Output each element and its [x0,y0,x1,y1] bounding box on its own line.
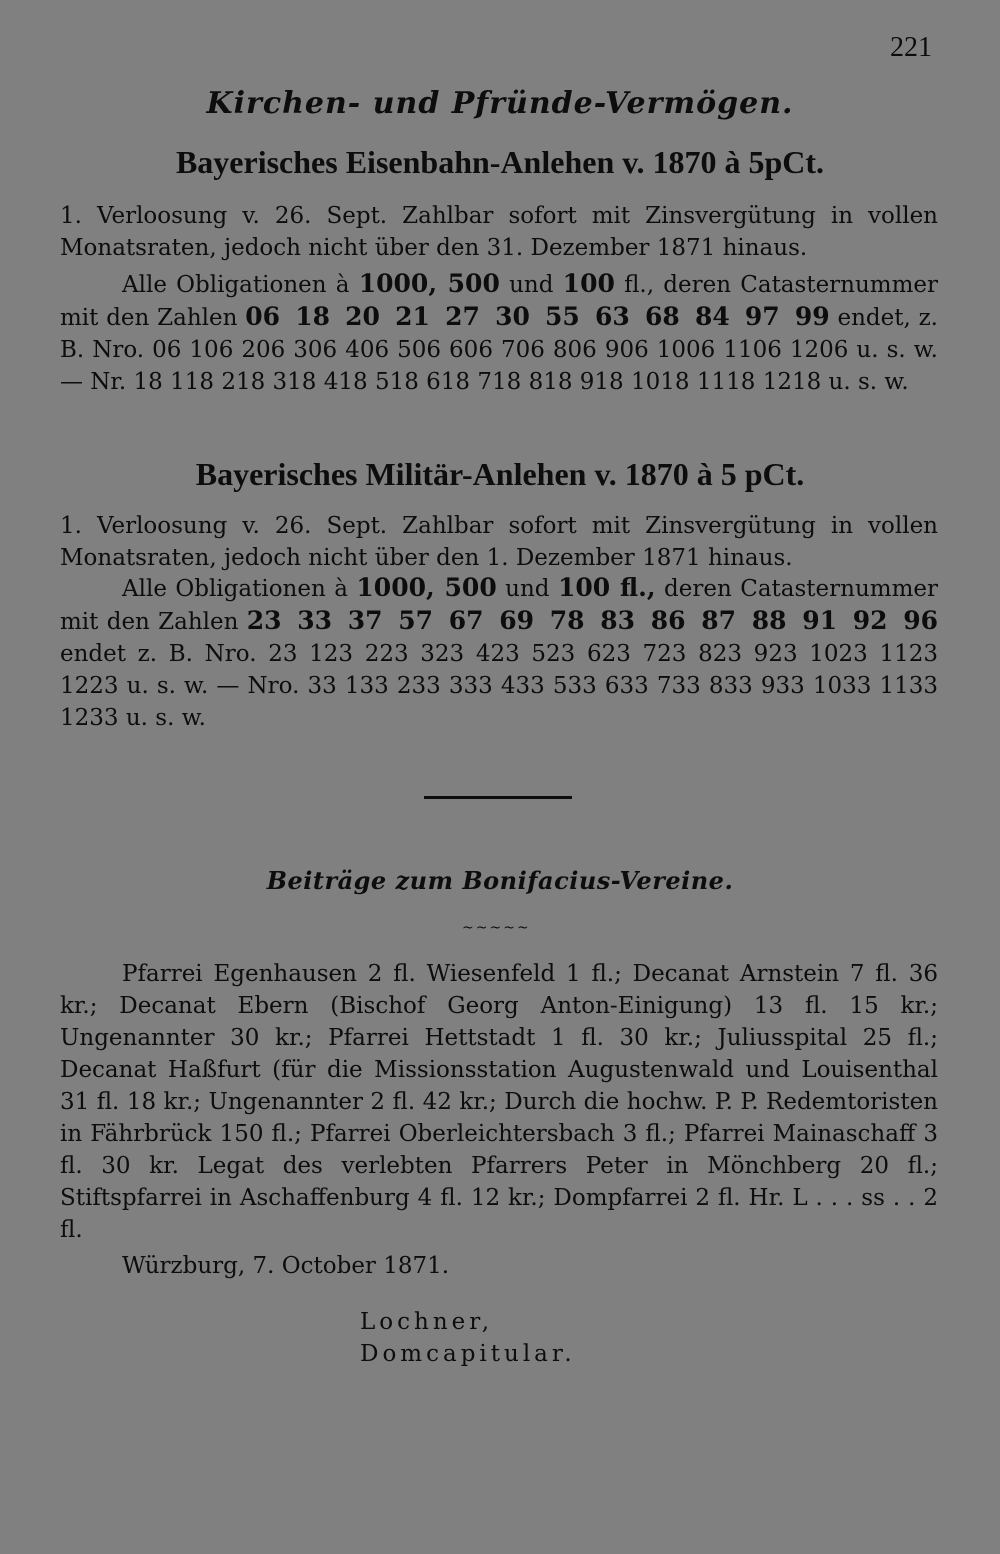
place-date: Würzburg, 7. October 1871. [122,1253,450,1279]
railway-loan-details [60,268,938,398]
military-loan-details [60,572,938,734]
railway-text-d: endet, z. B. Nro. 06 106 206 306 406 506 606 706 806 906 1006 1106 1206 u. s. w. — Nr. 18 118 218 318 418 518 618 718 818 918 1018 1118 1218 u. s. w. [60,305,938,395]
military-numbers: 23 33 37 57 67 69 78 83 86 87 88 91 92 96 [246,606,938,635]
section-heading-bonifacius: Beiträge zum Bonifacius-Vereine. [266,866,734,895]
railway-numbers: 06 18 20 21 27 30 55 63 68 84 97 99 [245,302,830,331]
section-heading-military-loan: Bayerisches Militär-Anlehen v. 1870 à 5 pCt. [195,456,805,492]
railway-amounts: 1000, 500 [358,269,500,298]
military-loan-notice: 1. Verloosung v. 26. Sept. Zahlbar sofort mit Zinsvergütung in vollen Monatsraten, jedoch nicht über den 1. Dezember 1871 hinaus. [60,513,938,571]
page-title: Kirchen- und Pfründe-Vermögen. [206,86,794,121]
railway-text-b: und [509,272,554,298]
military-amounts: 1000, 500 [356,573,497,602]
railway-text-a: Alle Obligationen à [122,272,350,298]
section-divider [424,796,572,799]
donations-list: Pfarrei Egenhausen 2 fl. Wiesenfeld 1 fl.; Decanat Arnstein 7 fl. 36 kr.; Decanat Ebern (Bischof Georg Anton-Einigung) 13 fl. 15 kr.; Ungenannter 30 kr.; Pfarrei Hettstadt 1 fl. 30 kr.; Juliusspital 25 fl.; Decanat Haßfurt (für die Missionsstation Augustenwald und Louisenthal 31 fl. 18 kr.; Ungenannter 2 fl. 42 kr.; Durch die hochw. P. P. Redemtoristen in Fährbrück 150 fl.; Pfarrei Oberleichtersbach 3 fl.; Pfarrei Mainaschaff 3 fl. 30 kr. Legat des verlebten Pfarrers Peter in Mönchberg 20 fl.; Stiftspfarrei in Aschaffenburg 4 fl. 12 kr.; Dompfarrei 2 fl. Hr. L . . . ss . . 2 fl. [60,961,938,1243]
page-number: 221 [890,32,932,63]
railway-text-c: fl., deren Catasternummer mit den Zahlen [60,272,939,331]
military-text-a: Alle Obligationen à [122,576,348,602]
military-text-d: endet z. B. Nro. 23 123 223 323 423 523 623 723 823 923 1023 1123 1223 u. s. w. — Nro. 33 133 233 333 433 533 633 733 833 933 1033 1133 1233 u. s. w. [60,641,938,731]
military-amount-c: 100 fl., [557,573,656,602]
signature: Lochner, Domcapitular. [360,1309,576,1367]
railway-amount-c: 100 [562,269,615,298]
ornament: ~~~~~ [462,920,531,936]
railway-loan-notice: 1. Verloosung v. 26. Sept. Zahlbar sofort mit Zinsvergütung in vollen Monatsraten, jedoch nicht über den 31. Dezember 1871 hinaus. [60,203,938,261]
military-text-c: deren Catasternummer mit den Zahlen [60,576,939,635]
military-text-b: und [505,576,550,602]
section-heading-railway-loan: Bayerisches Eisenbahn-Anlehen v. 1870 à 5pCt. [175,144,825,180]
